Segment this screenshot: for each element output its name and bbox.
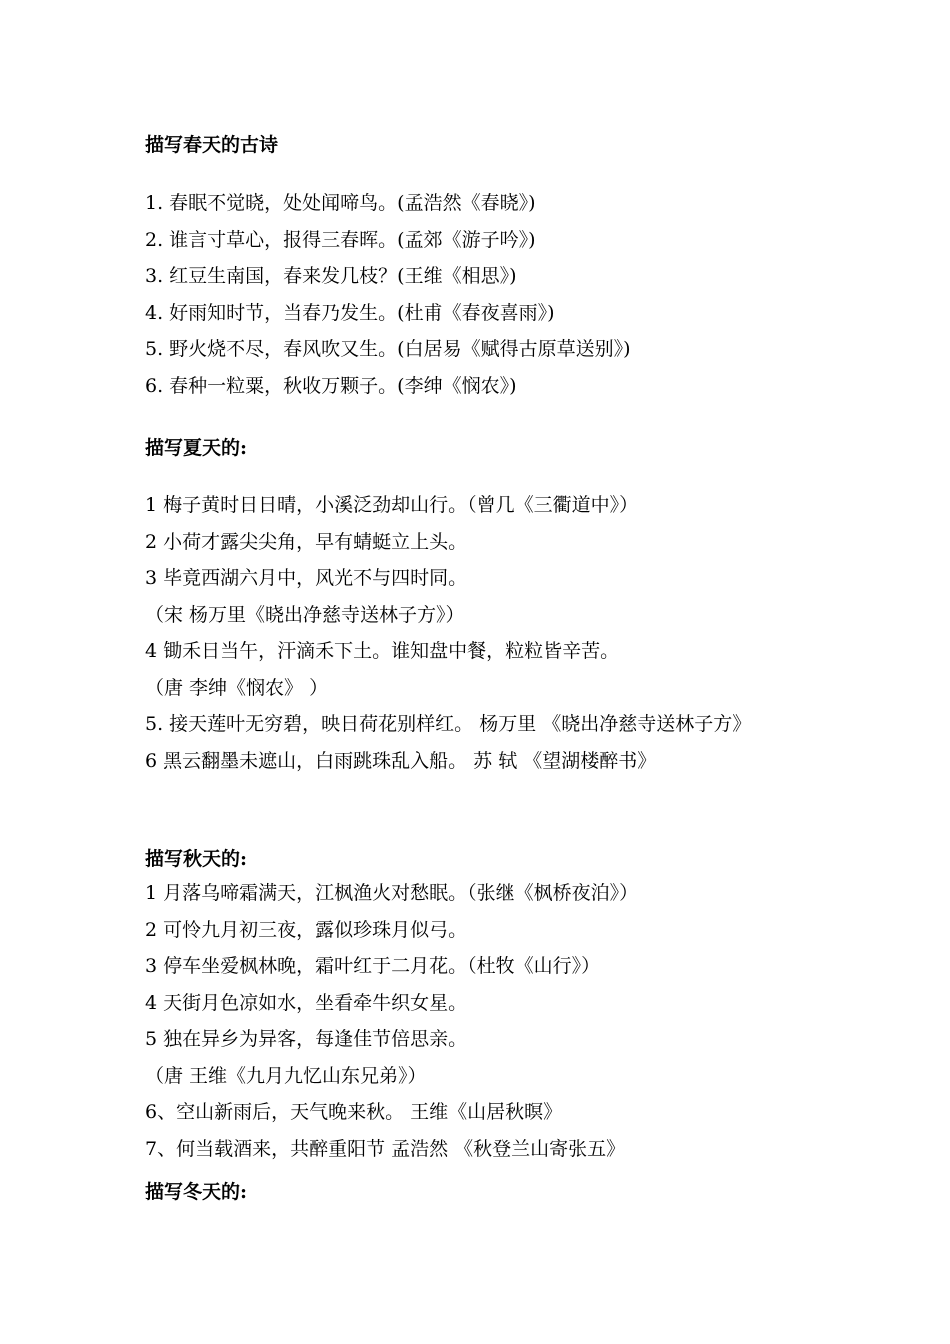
section-heading-winter: 描写冬天的: (145, 1181, 248, 1203)
poem-line: 6. 春种一粒粟，秋收万颗子。(李绅《悯农》) (145, 374, 517, 397)
poem-line: 5. 接天莲叶无穷碧，映日荷花别样红。 杨万里 《晓出净慈寺送林子方》 (145, 713, 752, 735)
poem-line: 6 黑云翻墨未遮山，白雨跳珠乱入船。 苏 轼 《望湖楼醉书》 (145, 749, 657, 772)
poem-line: 3. 红豆生南国，春来发几枝？(王维《相思》) (145, 265, 517, 287)
poem-line: 1 月落乌啼霜满天，江枫渔火对愁眠。（张继《枫桥夜泊》） (145, 882, 639, 904)
poem-line: 3 毕竟西湖六月中，风光不与四时同。 (145, 567, 468, 589)
poem-line: 4. 好雨知时节，当春乃发生。(杜甫《春夜喜雨》) (145, 301, 555, 324)
spring-poem-list (145, 185, 825, 404)
poem-line: 1. 春眠不觉晓，处处闻啼鸟。(孟浩然《春晓》) (145, 192, 536, 214)
summer-poem-list (145, 487, 825, 779)
poem-line: 2. 谁言寸草心，报得三春晖。(孟郊《游子吟》) (145, 228, 536, 251)
poem-line: 5 独在异乡为异客，每逢佳节倍思亲。 (145, 1028, 468, 1050)
poem-line: 7、何当载酒来，共醉重阳节 孟浩然 《秋登兰山寄张五》 (145, 1137, 626, 1160)
poem-line: 5. 野火烧不尽，春风吹又生。(白居易《赋得古原草送别》) (145, 338, 631, 360)
section-heading-summer: 描写夏天的: (145, 437, 248, 459)
section-heading-spring: 描写春天的古诗 (145, 134, 279, 156)
poem-line: 2 可怜九月初三夜，露似珍珠月似弓。 (145, 918, 468, 941)
poem-line: 6、空山新雨后，天气晚来秋。 王维《山居秋暝》 (145, 1101, 563, 1123)
poem-line: 2 小荷才露尖尖角，早有蜻蜓立上头。 (145, 530, 468, 553)
poem-line: （唐 李绅《悯农》 ） (145, 676, 329, 699)
poem-line: （宋 杨万里《晓出净慈寺送林子方》） (145, 603, 465, 626)
poem-line: 1 梅子黄时日日晴，小溪泛劲却山行。（曾几《三衢道中》） (145, 494, 639, 516)
poem-line: （唐 王维《九月九忆山东兄弟》） (145, 1064, 427, 1087)
autumn-poem-list (145, 875, 825, 1167)
poem-line: 4 天街月色凉如水，坐看牵牛织女星。 (145, 991, 468, 1014)
poem-line: 4 锄禾日当午，汗滴禾下土。谁知盘中餐，粒粒皆辛苦。 (145, 640, 620, 662)
poem-line: 3 停车坐爱枫林晚，霜叶红于二月花。（杜牧《山行》） (145, 955, 601, 977)
section-heading-autumn: 描写秋天的: (145, 848, 248, 870)
